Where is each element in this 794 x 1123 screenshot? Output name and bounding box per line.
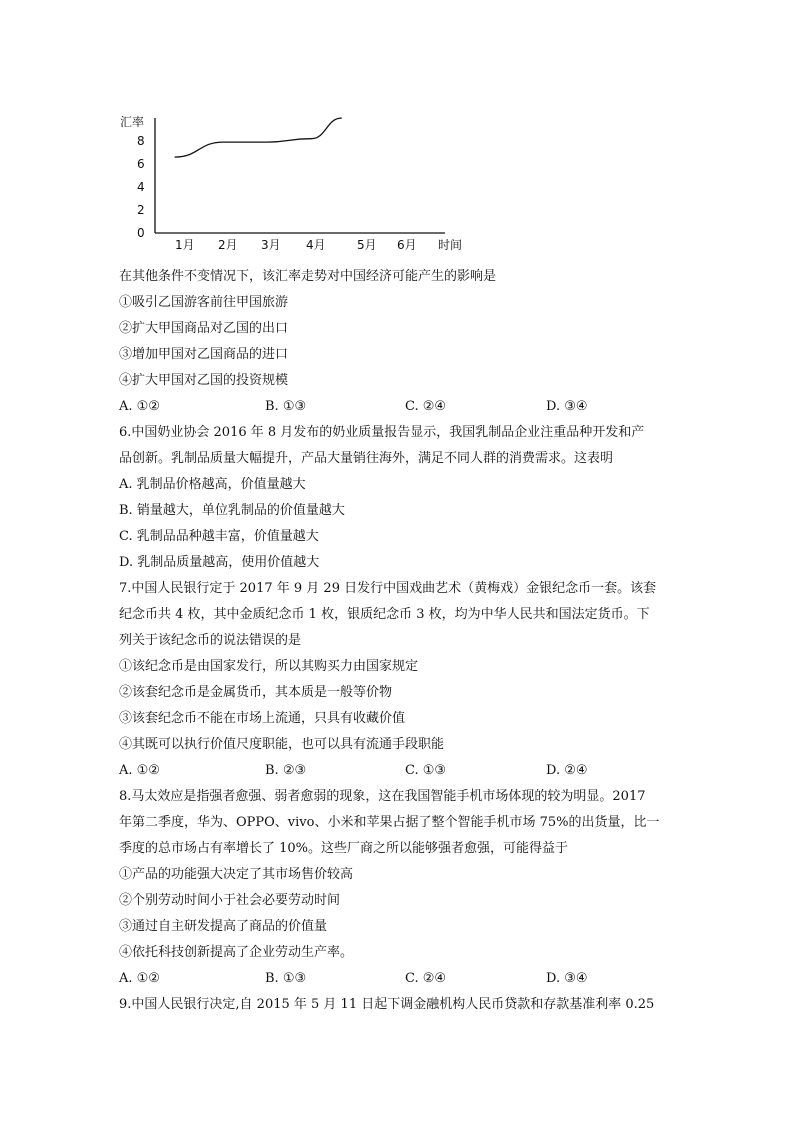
q8-line-3: 季度的总市场占有率增长了 10%。这些厂商之所以能够强者愈强，可能得益于	[119, 841, 569, 856]
q5-stem: 在其他条件不变情况下，该汇率走势对中国经济可能产生的影响是	[119, 269, 497, 284]
q8-option-a: A. ①②	[119, 971, 160, 986]
q7-item-1: ①该纪念币是由国家发行，所以其购买力由国家规定	[119, 659, 419, 674]
q8-item-4: ④依托科技创新提高了企业劳动生产率。	[119, 945, 354, 960]
q5-option-a: A. ①②	[119, 399, 160, 414]
exchange-rate-chart	[115, 108, 475, 258]
q7-option-c: C. ①③	[405, 763, 447, 778]
x-tick-label: 1月	[175, 238, 195, 252]
x-tick-label: 5月	[357, 238, 377, 252]
x-axis-label: 时间	[438, 238, 463, 252]
q6-line-2: 品创新。乳制品质量大幅提升，产品大量销往海外，满足不同人群的消费需求。这表明	[119, 451, 614, 466]
x-tick-label: 4月	[306, 238, 326, 252]
exchange-rate-line	[175, 118, 342, 157]
q9-line-1: 9.中国人民银行决定,自 2015 年 5 月 11 日起下调金融机构人民币贷款和存款基准利率 0.25	[119, 997, 655, 1012]
q5-option-c: C. ②④	[405, 399, 447, 414]
x-tick-label: 2月	[218, 238, 238, 252]
y-tick-label: 6	[137, 157, 145, 171]
q8-option-c: C. ②④	[405, 971, 447, 986]
q7-line-1: 7.中国人民银行定于 2017 年 9 月 29 日发行中国戏曲艺术（黄梅戏）金银纪念币一套。该套	[119, 581, 657, 596]
q8-line-2: 年第二季度，华为、OPPO、vivo、小米和苹果占据了整个智能手机市场 75%的出货量，比一	[119, 815, 660, 830]
q6-choice-b: B. 销量越大，单位乳制品的价值量越大	[119, 503, 345, 518]
y-tick-label: 4	[137, 180, 145, 194]
q6-choice-c: C. 乳制品品种越丰富，价值量越大	[119, 529, 319, 544]
q7-option-d: D. ②④	[546, 763, 588, 778]
y-tick-label: 0	[137, 226, 145, 240]
q6-line-1: 6.中国奶业协会 2016 年 8 月发布的奶业质量报告显示，我国乳制品企业注重品种开发和产	[119, 425, 645, 440]
q5-item-3: ③增加甲国对乙国商品的进口	[119, 347, 289, 362]
q7-item-3: ③该套纪念币不能在市场上流通，只具有收藏价值	[119, 711, 406, 726]
q5-option-d: D. ③④	[546, 399, 588, 414]
q8-option-d: D. ③④	[546, 971, 588, 986]
x-tick-label: 3月	[261, 238, 281, 252]
q7-option-b: B. ②③	[265, 763, 307, 778]
x-tick-label: 6月	[397, 238, 417, 252]
y-axis-label: 汇率	[120, 115, 145, 129]
q7-item-2: ②该套纪念币是金属货币，其本质是一般等价物	[119, 685, 393, 700]
q8-item-2: ②个别劳动时间小于社会必要劳动时间	[119, 893, 341, 908]
q8-line-1: 8.马太效应是指强者愈强、弱者愈弱的现象，这在我国智能手机市场体现的较为明显。2017	[119, 789, 646, 804]
q7-item-4: ④其既可以执行价值尺度职能，也可以具有流通手段职能	[119, 737, 445, 752]
q7-option-a: A. ①②	[119, 763, 160, 778]
q5-item-2: ②扩大甲国商品对乙国的出口	[119, 321, 289, 336]
q5-item-4: ④扩大甲国对乙国的投资规模	[119, 373, 289, 388]
q8-item-3: ③通过自主研发提高了商品的价值量	[119, 919, 328, 934]
y-tick-label: 2	[137, 203, 145, 217]
q8-item-1: ①产品的功能强大决定了其市场售价较高	[119, 867, 354, 882]
y-tick-label: 8	[137, 134, 145, 148]
q6-choice-a: A. 乳制品价格越高，价值量越大	[119, 477, 306, 492]
q7-line-3: 列关于该纪念币的说法错误的是	[119, 633, 302, 648]
q8-option-b: B. ①③	[265, 971, 307, 986]
q6-choice-d: D. 乳制品质量越高，使用价值越大	[119, 555, 320, 570]
q7-line-2: 纪念币共 4 枚，其中金质纪念币 1 枚，银质纪念币 3 枚，均为中华人民共和国法定货币。下	[119, 607, 650, 622]
q5-item-1: ①吸引乙国游客前往甲国旅游	[119, 295, 289, 310]
q5-option-b: B. ①③	[265, 399, 307, 414]
